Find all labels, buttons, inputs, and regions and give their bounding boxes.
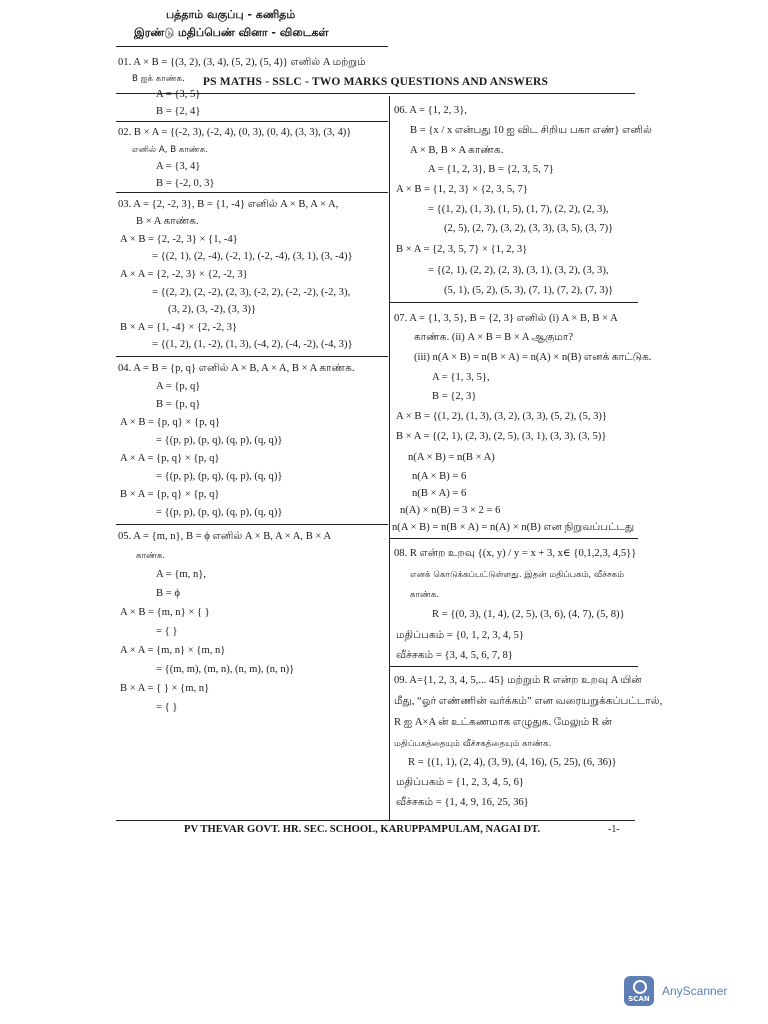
q09-line: மீது, “ஓர் எண்ணின் வர்க்கம்” என வரையறுக்கப்பட்டால்,: [394, 696, 663, 707]
watermark-text: AnyScanner: [662, 984, 728, 998]
q04-line: B = {p, q}: [156, 399, 201, 410]
q04-line: A × B = {p, q} × {p, q}: [120, 417, 221, 428]
q09-line: 09. A={1, 2, 3, 4, 5,... 45} மற்றும் R என்ற உறவு A யின்: [394, 675, 642, 686]
divider: [116, 356, 388, 357]
q03-line: (3, 2), (3, -2), (3, 3)}: [168, 304, 257, 315]
q04-line: B × A = {p, q} × {p, q}: [120, 489, 220, 500]
q06-line: = {(2, 1), (2, 2), (2, 3), (3, 1), (3, 2), (3, 3),: [428, 265, 609, 276]
q06-line: = {(1, 2), (1, 3), (1, 5), (1, 7), (2, 2), (2, 3),: [428, 204, 609, 215]
footer-rule: [116, 820, 635, 821]
q03-line: = {(2, 1), (2, -4), (-2, 1), (-2, -4), (3, 1), (3, -4)}: [152, 251, 353, 262]
q08-line: காண்க.: [410, 590, 440, 600]
q06-line: B × A = {2, 3, 5, 7} × {1, 2, 3}: [396, 244, 528, 255]
q05-line: = {(m, m), (m, n), (n, m), (n, n)}: [156, 664, 295, 675]
q01-line: A = {3, 5}: [156, 89, 201, 100]
q05-line: B × A = { } × {m, n}: [120, 683, 210, 694]
q02-line: எனில் A, B காண்க.: [132, 145, 208, 155]
q06-line: B = {x / x என்பது 10 ஐ விட சிறிய பகா எண்} எனில்: [410, 125, 652, 136]
divider: [389, 538, 638, 539]
q08-line: வீச்சகம் = {3, 4, 5, 6, 7, 8}: [396, 650, 513, 661]
q06-line: A × B = {1, 2, 3} × {2, 3, 5, 7}: [396, 184, 528, 195]
anyscanner-logo-icon: [624, 976, 654, 1006]
divider: [116, 192, 388, 193]
q03-line: = {(1, 2), (1, -2), (1, 3), (-4, 2), (-4, -2), (-4, 3)}: [152, 339, 353, 350]
footer-school: PV THEVAR GOVT. HR. SEC. SCHOOL, KARUPPAMPULAM, NAGAI DT.: [184, 824, 541, 835]
q09-line: R = {(1, 1), (2, 4), (3, 9), (4, 16), (5, 25), (6, 36)}: [408, 757, 617, 768]
divider: [116, 524, 388, 525]
heading-tamil-subject: இரண்டு மதிப்பெண் வினா - விடைகள்: [134, 26, 329, 39]
q09-line: வீச்சகம் = {1, 4, 9, 16, 25, 36}: [396, 797, 529, 808]
q09-line: மதிப்பகம் = {1, 2, 3, 4, 5, 6}: [396, 777, 524, 788]
q04-line: A × A = {p, q} × {p, q}: [120, 453, 220, 464]
q03-line: A × B = {2, -2, 3} × {1, -4}: [120, 234, 238, 245]
q06-line: A × B, B × A காண்க.: [410, 145, 504, 156]
q05-line: காண்க.: [136, 551, 166, 561]
q08-line: எனக் கொடுக்கப்பட்டுள்ளது. இதன் மதிப்பகம், வீச்சகம்: [410, 570, 625, 580]
q06-line: 06. A = {1, 2, 3},: [394, 105, 467, 116]
page-header-title: PS MATHS - SSLC - TWO MARKS QUESTIONS AND ANSWERS: [202, 76, 549, 88]
q07-line: n(A × B) = n(B × A) = n(A) × n(B) என நிறுவப்பட்டது: [392, 522, 635, 533]
divider: [116, 46, 388, 47]
q09-line: மதிப்பகத்தையும் வீச்சகத்தையும் காண்க.: [394, 739, 552, 749]
heading-tamil-class: பத்தாம் வகுப்பு - கணிதம்: [166, 8, 296, 21]
q07-line: காண்க. (ii) A × B = B × A ஆகுமா?: [414, 332, 574, 343]
q01-line: B ஐக் காண்க.: [132, 74, 185, 84]
q03-line: = {(2, 2), (2, -2), (2, 3), (-2, 2), (-2, -2), (-2, 3),: [152, 287, 351, 298]
q04-line: 04. A = B = {p, q} எனில் A × B, A × A, B × A காண்க.: [118, 363, 355, 374]
scanner-watermark: [624, 976, 727, 1006]
q07-line: B = {2, 3}: [432, 391, 477, 402]
divider: [389, 666, 638, 667]
column-divider: [389, 96, 390, 820]
q09-line: R ஐ A×A ன் உட்கணமாக எழுதுக. மேலும் R ன்: [394, 717, 612, 728]
q05-line: A = {m, n},: [156, 569, 206, 580]
q08-line: 08. R என்ற உறவு {(x, y) / y = x + 3, x∈ {0,1,2,3, 4,5}}: [394, 548, 637, 559]
q05-line: B = ϕ: [156, 588, 180, 599]
q05-line: A × A = {m, n} × {m, n}: [120, 645, 226, 656]
page-number: -1-: [608, 824, 620, 835]
q01-line: B = {2, 4}: [156, 106, 201, 117]
q07-line: B × A = {(2, 1), (2, 3), (2, 5), (3, 1), (3, 3), (3, 5)}: [396, 431, 607, 442]
q02-line: B = {-2, 0, 3}: [156, 178, 215, 189]
q06-line: (5, 1), (5, 2), (5, 3), (7, 1), (7, 2), (7, 3)}: [444, 285, 614, 296]
q08-line: R = {(0, 3), (1, 4), (2, 5), (3, 6), (4, 7), (5, 8)}: [432, 609, 625, 620]
q02-line: A = {3, 4}: [156, 161, 201, 172]
q07-line: n(A × B) = 6: [412, 471, 467, 482]
q07-line: n(B × A) = 6: [412, 488, 467, 499]
q07-line: A = {1, 3, 5},: [432, 372, 490, 383]
q03-line: A × A = {2, -2, 3} × {2, -2, 3}: [120, 269, 248, 280]
q02-line: 02. B × A = {(-2, 3), (-2, 4), (0, 3), (0, 4), (3, 3), (3, 4)}: [118, 127, 352, 138]
q04-line: = {(p, p), (p, q), (q, p), (q, q)}: [156, 471, 283, 482]
q06-line: (2, 5), (2, 7), (3, 2), (3, 3), (3, 5), (3, 7)}: [444, 223, 614, 234]
q05-line: = { }: [156, 626, 178, 637]
q01-line: 01. A × B = {(3, 2), (3, 4), (5, 2), (5, 4)} எனில் A மற்றும்: [118, 57, 366, 68]
q04-line: A = {p, q}: [156, 381, 201, 392]
q05-line: 05. A = {m, n}, B = ϕ எனில் A × B, A × A, B × A: [118, 531, 332, 542]
q04-line: = {(p, p), (p, q), (q, p), (q, q)}: [156, 507, 283, 518]
q07-line: (iii) n(A × B) = n(B × A) = n(A) × n(B) எனக் காட்டுக.: [414, 352, 652, 363]
logo-label: SCAN: [628, 995, 650, 1003]
q07-line: 07. A = {1, 3, 5}, B = {2, 3} எனில் (i) A × B, B × A: [394, 313, 618, 324]
q07-line: n(A) × n(B) = 3 × 2 = 6: [400, 505, 501, 516]
divider: [116, 121, 388, 122]
q08-line: மதிப்பகம் = {0, 1, 2, 3, 4, 5}: [396, 630, 524, 641]
q03-line: B × A காண்க.: [136, 216, 199, 227]
q04-line: = {(p, p), (p, q), (q, p), (q, q)}: [156, 435, 283, 446]
divider: [389, 302, 638, 303]
q03-line: B × A = {1, -4} × {2, -2, 3}: [120, 322, 238, 333]
q07-line: n(A × B) = n(B × A): [408, 452, 495, 463]
q05-line: = { }: [156, 702, 178, 713]
q03-line: 03. A = {2, -2, 3}, B = {1, -4} எனில் A × B, A × A,: [118, 199, 339, 210]
q06-line: A = {1, 2, 3}, B = {2, 3, 5, 7}: [428, 164, 554, 175]
q07-line: A × B = {(1, 2), (1, 3), (3, 2), (3, 3), (5, 2), (5, 3)}: [396, 411, 608, 422]
q05-line: A × B = {m, n} × { }: [120, 607, 210, 618]
